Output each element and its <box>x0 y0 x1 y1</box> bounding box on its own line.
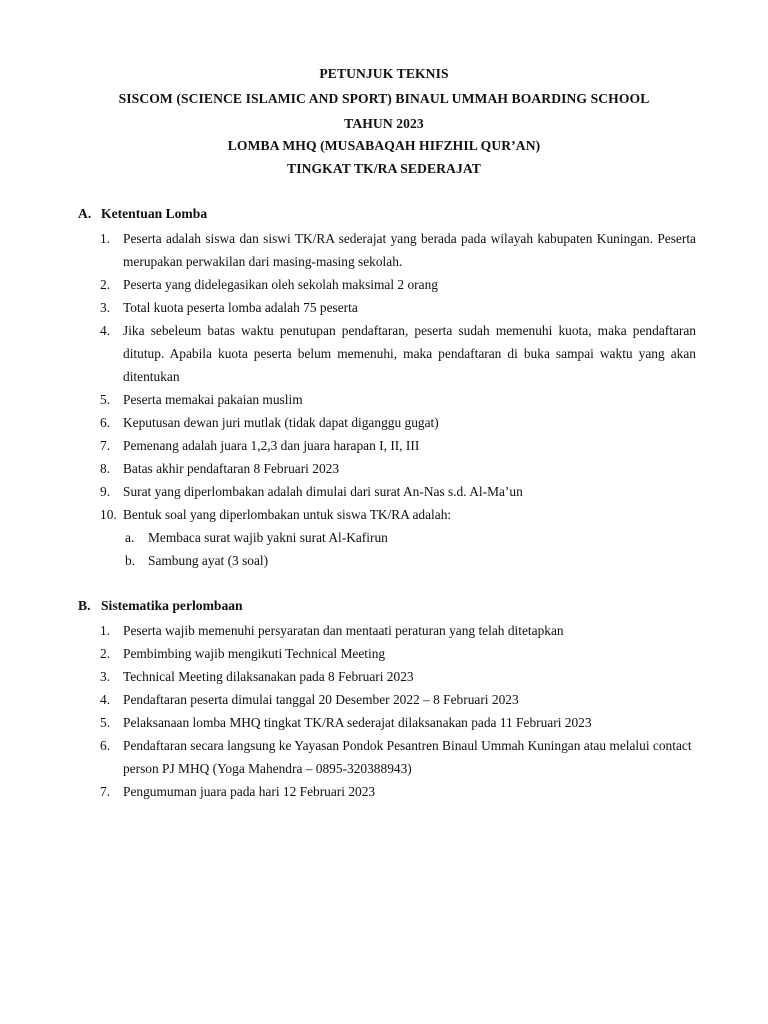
item-number: 3. <box>100 300 111 315</box>
section-b-heading <box>78 598 243 614</box>
section-b-letter: B. <box>78 598 91 613</box>
list-item <box>100 665 696 688</box>
item-text: Pendaftaran secara langsung ke Yayasan Pondok Pesantren Binaul Ummah Kuningan atau melalui contact person PJ MHQ (Yoga Mahendra – 0895-320388943) <box>123 738 692 776</box>
item-number: 5. <box>100 715 111 730</box>
list-item <box>100 434 696 457</box>
sub-list <box>123 526 696 572</box>
item-number: 10. <box>100 507 117 522</box>
item-text: Jika sebeleum batas waktu penutupan pendaftaran, peserta sudah memenuhi kuota, maka pendaftaran ditutup. Apabila kuota peserta belum memenuhi, maka pendaftaran di buka sampai waktu yang akan ditentukan <box>123 323 696 384</box>
item-number: 2. <box>100 646 111 661</box>
list-item <box>100 319 696 388</box>
item-text: Pengumuman juara pada hari 12 Februari 2023 <box>123 784 376 799</box>
item-number: 5. <box>100 392 111 407</box>
item-text: Peserta adalah siswa dan siswi TK/RA sederajat yang berada pada wilayah kabupaten Kuningan. Peserta merupakan perwakilan dari masing-masing sekolah. <box>123 231 696 269</box>
item-text: Surat yang diperlombakan adalah dimulai dari surat An-Nas s.d. Al-Ma’un <box>123 484 523 499</box>
section-a-list <box>100 227 696 572</box>
section-a-title: Ketentuan Lomba <box>101 206 208 221</box>
sub-item-letter: a. <box>125 530 135 545</box>
section-a-letter: A. <box>78 206 92 221</box>
item-number: 7. <box>100 438 111 453</box>
competition-name: LOMBA MHQ (MUSABAQAH HIFZHIL QUR’AN) <box>227 138 541 153</box>
list-item <box>100 273 696 296</box>
item-text: Peserta memakai pakaian muslim <box>123 392 303 407</box>
list-item <box>100 388 696 411</box>
list-item <box>100 688 696 711</box>
item-text: Bentuk soal yang diperlombakan untuk siswa TK/RA adalah: <box>123 507 452 522</box>
sub-item-text: Sambung ayat (3 soal) <box>148 553 269 568</box>
item-number: 3. <box>100 669 111 684</box>
list-item <box>100 503 696 572</box>
doc-year: TAHUN 2023 <box>344 116 424 131</box>
item-number: 4. <box>100 323 111 338</box>
item-text: Peserta yang didelegasikan oleh sekolah maksimal 2 orang <box>123 277 438 292</box>
doc-title: PETUNJUK TEKNIS <box>319 66 449 81</box>
sub-list-item <box>123 549 696 572</box>
sub-list-item <box>123 526 696 549</box>
list-item <box>100 711 696 734</box>
list-item <box>100 227 696 273</box>
list-item <box>100 734 696 780</box>
item-number: 1. <box>100 623 111 638</box>
list-item <box>100 642 696 665</box>
list-item <box>100 780 696 803</box>
item-text: Pemenang adalah juara 1,2,3 dan juara harapan I, II, III <box>123 438 420 453</box>
list-item <box>100 296 696 319</box>
item-number: 6. <box>100 738 111 753</box>
sub-item-text: Membaca surat wajib yakni surat Al-Kafirun <box>148 530 388 545</box>
item-text: Total kuota peserta lomba adalah 75 peserta <box>123 300 358 315</box>
item-number: 2. <box>100 277 111 292</box>
section-b-title: Sistematika perlombaan <box>101 598 243 613</box>
item-text: Batas akhir pendaftaran 8 Februari 2023 <box>123 461 340 476</box>
item-text: Technical Meeting dilaksanakan pada 8 Februari 2023 <box>123 669 414 684</box>
competition-level: TINGKAT TK/RA SEDERAJAT <box>287 161 481 176</box>
item-text: Pendaftaran peserta dimulai tanggal 20 Desember 2022 – 8 Februari 2023 <box>123 692 519 707</box>
school-name: SISCOM (SCIENCE ISLAMIC AND SPORT) BINAUL UMMAH BOARDING SCHOOL <box>118 91 650 106</box>
list-item <box>100 480 696 503</box>
list-item <box>100 457 696 480</box>
item-number: 4. <box>100 692 111 707</box>
item-text: Pembimbing wajib mengikuti Technical Meeting <box>123 646 386 661</box>
item-number: 8. <box>100 461 111 476</box>
item-number: 9. <box>100 484 111 499</box>
list-item <box>100 411 696 434</box>
item-number: 1. <box>100 231 111 246</box>
item-number: 6. <box>100 415 111 430</box>
item-number: 7. <box>100 784 111 799</box>
sub-item-letter: b. <box>125 553 136 568</box>
list-item <box>100 619 696 642</box>
item-text: Keputusan dewan juri mutlak (tidak dapat diganggu gugat) <box>123 415 439 430</box>
section-b-list <box>100 619 696 803</box>
section-a-heading <box>78 206 207 222</box>
item-text: Pelaksanaan lomba MHQ tingkat TK/RA sederajat dilaksanakan pada 11 Februari 2023 <box>123 715 592 730</box>
item-text: Peserta wajib memenuhi persyaratan dan mentaati peraturan yang telah ditetapkan <box>123 623 564 638</box>
